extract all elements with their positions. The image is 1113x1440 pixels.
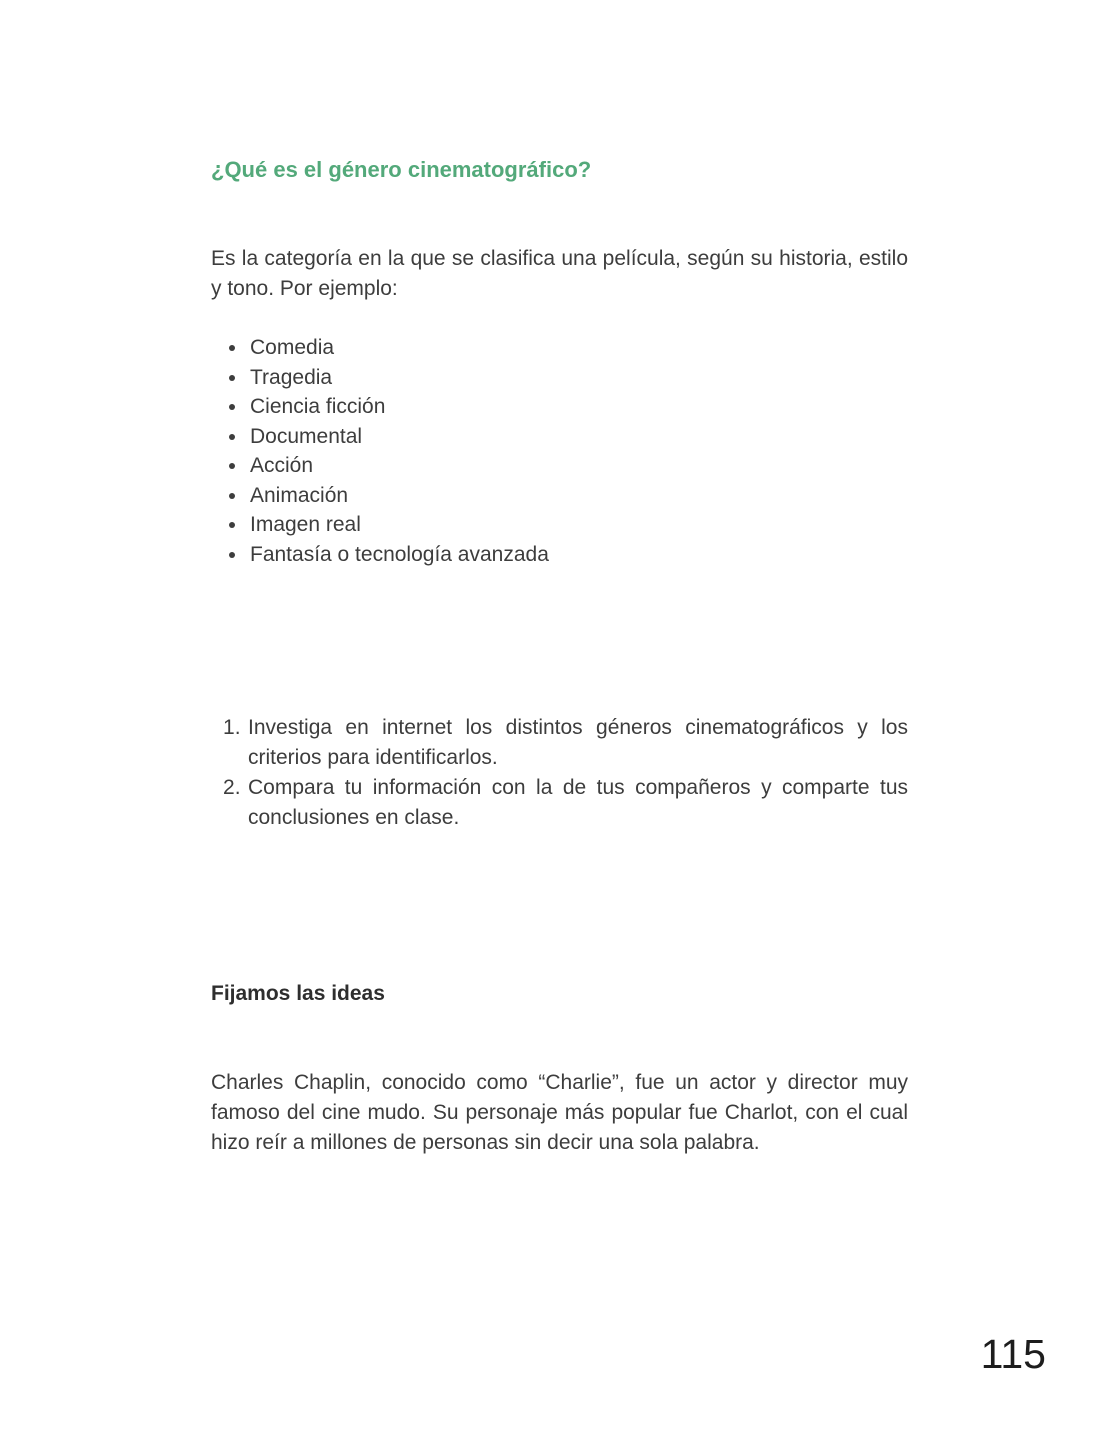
genre-list-item: • Documental	[248, 422, 908, 452]
genre-list-item: • Tragedia	[248, 363, 908, 393]
activity-step: Investiga en internet los distintos géneros cinematográficos y los criterios para identificarlos.	[248, 716, 908, 769]
genre-intro-paragraph: Es la categoría en la que se clasifica una película, según su historia, estilo y tono. Por ejemplo:	[211, 247, 908, 300]
chaplin-paragraph: Charles Chaplin, conocido como “Charlie”, fue un actor y director muy famoso del cine mudo. Su personaje más popular fue Charlot, con el cual hizo reír a millones de personas sin decir una sola palabra.	[211, 1071, 908, 1154]
genre-list-item: • Animación	[248, 481, 908, 511]
section-heading-genre: ¿Qué es el género cinematográfico?	[211, 157, 592, 182]
genre-list-item: • Imagen real	[248, 510, 908, 540]
genre-list-item: • Acción	[248, 451, 908, 481]
genre-list-item: • Ciencia ficción	[248, 392, 908, 422]
activity-step: Compara tu información con la de tus compañeros y comparte tus conclusiones en clase.	[248, 776, 908, 829]
page-number: 115	[980, 1331, 1046, 1377]
genre-list-item: • Fantasía o tecnología avanzada	[248, 540, 908, 570]
section-heading-ideas: Fijamos las ideas	[211, 982, 385, 1005]
genre-list	[211, 333, 908, 569]
genre-list-item: • Comedia	[248, 333, 908, 363]
page-content	[211, 0, 908, 1158]
activity-steps-list	[211, 713, 908, 833]
